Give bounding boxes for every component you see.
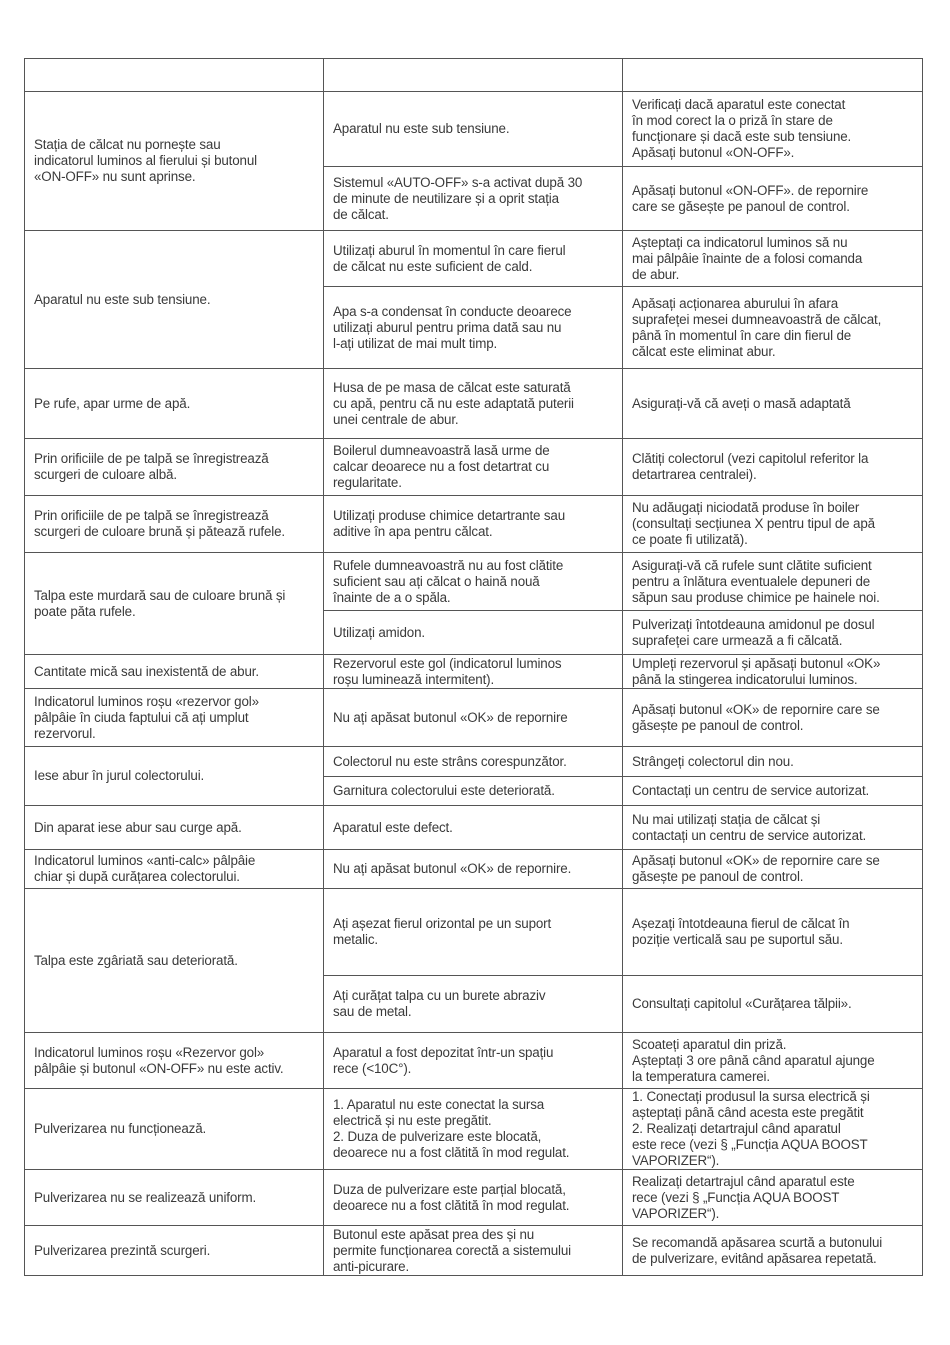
cause-cell	[324, 747, 623, 777]
solution-text: Clătiți colectorul (vezi capitolul referitor la detartrarea centralei).	[632, 451, 869, 482]
cause-cell	[324, 496, 623, 553]
solution-cell	[623, 1226, 923, 1276]
solution-text: Consultați capitolul «Curățarea tălpii».	[632, 996, 852, 1011]
table-body	[25, 59, 923, 1276]
cause-text: Butonul este apăsat prea des și nu permite funcționarea corectă a sistemului anti-picurare.	[333, 1226, 571, 1274]
cause-text: 1. Aparatul nu este conectat la sursa electrică și nu este pregătit. 2. Duza de pulverizare este blocată, deoarece nu a fost clătită în mod regulat.	[333, 1097, 570, 1160]
table-row	[25, 850, 923, 889]
problem-cell	[25, 439, 324, 496]
cause-text: Boilerul dumneavoastră lasă urme de calcar deoarece nu a fost detartrat cu regularitate.	[333, 443, 550, 490]
solution-cell	[623, 1033, 923, 1089]
problem-text: Pulverizarea nu se realizează uniform.	[34, 1189, 257, 1205]
problem-text: Talpa este murdară sau de culoare brună și poate păta rufele.	[34, 587, 286, 619]
cause-cell	[324, 1226, 623, 1276]
table-row	[25, 439, 923, 496]
solution-cell	[623, 777, 923, 806]
problem-text: Pulverizarea nu funcționează.	[34, 1121, 207, 1136]
solution-cell	[623, 611, 923, 655]
cause-cell	[324, 1033, 623, 1089]
problem-text: Cantitate mică sau inexistentă de abur.	[34, 663, 259, 679]
problem-text: Indicatorul luminos roșu «rezervor gol» pâlpâie în ciuda faptului că ați umplut rezervorul.	[34, 693, 259, 741]
cause-cell	[324, 655, 623, 689]
cause-text: Utilizați aburul în momentul în care fierul de călcat nu este suficient de cald.	[333, 242, 566, 274]
table-row	[25, 889, 923, 976]
solution-text: Asigurați-vă că rufele sunt clătite suficient pentru a înlătura eventualele depuneri de săpun sau produse chimice pe hainele noi.	[632, 557, 880, 605]
problem-text: Talpa este zgâriată sau deteriorată.	[34, 952, 238, 968]
problem-text: Pulverizarea prezintă scurgeri.	[34, 1242, 211, 1258]
problem-cell	[25, 806, 324, 850]
cause-text: Aparatul nu este sub tensiune.	[333, 121, 510, 136]
solution-cell	[623, 1170, 923, 1226]
solution-text: Contactați un centru de service autorizat.	[632, 783, 870, 798]
solution-text: Se recomandă apăsarea scurtă a butonului de pulverizare, evitând apăsarea repetată.	[632, 1234, 883, 1266]
problem-text: Pe rufe, apar urme de apă.	[34, 395, 191, 411]
table-row	[25, 92, 923, 167]
solution-cell	[623, 369, 923, 439]
header-cell-solution	[623, 59, 923, 92]
header-cell-cause	[324, 59, 623, 92]
problem-cell	[25, 689, 324, 747]
problem-cell	[25, 1226, 324, 1276]
cause-text: Nu ați apăsat butonul «OK» de repornire	[333, 709, 568, 725]
solution-cell	[623, 747, 923, 777]
solution-text: Apăsați butonul «OK» de repornire care se găsește pe panoul de control.	[632, 701, 880, 733]
table-row	[25, 369, 923, 439]
problem-cell	[25, 1033, 324, 1089]
solution-text: Așezați întotdeauna fierul de călcat în poziție verticală sau pe suportul său.	[632, 916, 850, 947]
cause-text: Nu ați apăsat butonul «OK» de repornire.	[333, 861, 572, 876]
cause-cell	[324, 1089, 623, 1170]
solution-cell	[623, 553, 923, 611]
solution-cell	[623, 806, 923, 850]
cause-cell	[324, 1170, 623, 1226]
solution-cell	[623, 1089, 923, 1170]
table-row	[25, 689, 923, 747]
cause-cell	[324, 889, 623, 976]
problem-cell	[25, 850, 324, 889]
problem-cell	[25, 889, 324, 1033]
cause-cell	[324, 689, 623, 747]
solution-text: 1. Conectați produsul la sursa electrică și așteptați până când acesta este pregătit 2. Realizați detartrajul când aparatul este rece (vezi § „Funcția AQUA BOOST VAPORIZER“).	[632, 1089, 870, 1168]
cause-cell	[324, 167, 623, 231]
cause-text: Husa de pe masa de călcat este saturată cu apă, pentru că nu este adaptată puterii unei centrale de abur.	[333, 379, 574, 427]
cause-cell	[324, 850, 623, 889]
header-cell-problem	[25, 59, 324, 92]
cause-cell	[324, 92, 623, 167]
table-row	[25, 553, 923, 611]
solution-cell	[623, 439, 923, 496]
solution-text: Verificați dacă aparatul este conectat în mod corect la o priză în stare de funcționare și dacă este sub tensiune. Apăsați butonul «ON-OFF».	[632, 97, 852, 160]
troubleshooting-table	[24, 58, 923, 1276]
problem-text: Prin orificiile de pe talpă se înregistrează scurgeri de culoare brună și pătează rufele.	[34, 508, 285, 539]
table-row	[25, 1089, 923, 1170]
cause-text: Duza de pulverizare este parțial blocată, deoarece nu a fost clătită în mod regulat.	[333, 1181, 570, 1213]
problem-text: Aparatul nu este sub tensiune.	[34, 291, 211, 307]
problem-text: Stația de călcat nu pornește sau indicatorul luminos al fierului și butonul «ON-OFF» nu sunt aprinse.	[34, 137, 257, 184]
cause-cell	[324, 231, 623, 287]
problem-text: Iese abur în jurul colectorului.	[34, 768, 205, 783]
solution-cell	[623, 889, 923, 976]
cause-text: Aparatul a fost depozitat într-un spațiu rece (<10C°).	[333, 1044, 554, 1076]
table-row	[25, 496, 923, 553]
cause-text: Utilizați produse chimice detartrante sau aditive în apa pentru călcat.	[333, 508, 566, 539]
solution-cell	[623, 231, 923, 287]
cause-text: Rezervorul este gol (indicatorul luminos roșu luminează intermitent).	[333, 655, 562, 687]
problem-text: Din aparat iese abur sau curge apă.	[34, 819, 242, 835]
solution-text: Apăsați acționarea aburului în afara suprafeței mesei dumneavoastră de călcat, până în momentul în care din fierul de călcat este eliminat abur.	[632, 295, 882, 359]
table-row	[25, 1226, 923, 1276]
cause-text: Apa s-a condensat în conducte deoarece utilizați aburul pentru prima dată sau nu l-ați utilizat de mai mult timp.	[333, 303, 572, 351]
cause-cell	[324, 553, 623, 611]
problem-text: Prin orificiile de pe talpă se înregistrează scurgeri de culoare albă.	[34, 451, 269, 482]
solution-text: Apăsați butonul «OK» de repornire care se găsește pe panoul de control.	[632, 853, 880, 884]
cause-cell	[324, 439, 623, 496]
solution-cell	[623, 689, 923, 747]
solution-text: Pulverizați întotdeauna amidonul pe dosul suprafeței care urmează a fi călcată.	[632, 616, 875, 648]
table-row	[25, 1033, 923, 1089]
solution-text: Nu adăugați niciodată produse în boiler (consultați secțiunea X pentru tipul de apă ce poate fi utilizată).	[632, 500, 875, 547]
cause-cell	[324, 611, 623, 655]
problem-text: Indicatorul luminos roșu «Rezervor gol» pâlpâie și butonul «ON-OFF» nu este activ.	[34, 1044, 284, 1076]
cause-cell	[324, 976, 623, 1033]
cause-cell	[324, 287, 623, 369]
solution-cell	[623, 655, 923, 689]
table-row	[25, 231, 923, 287]
problem-cell	[25, 1089, 324, 1170]
cause-cell	[324, 369, 623, 439]
solution-text: Strângeți colectorul din nou.	[632, 753, 794, 769]
problem-cell	[25, 553, 324, 655]
problem-cell	[25, 92, 324, 231]
problem-cell	[25, 496, 324, 553]
solution-text: Scoateți aparatul din priză. Așteptați 3 ore până când aparatul ajunge la temperatura camerei.	[632, 1036, 875, 1084]
solution-cell	[623, 850, 923, 889]
cause-text: Colectorul nu este strâns corespunzător.	[333, 753, 567, 769]
cause-text: Ați curățat talpa cu un burete abraziv sau de metal.	[333, 988, 546, 1019]
cause-text: Sistemul «AUTO-OFF» s-a activat după 30 de minute de neutilizare și a oprit stația de călcat.	[333, 174, 583, 222]
cause-text: Rufele dumneavoastră nu au fost clătite suficient sau ați călcat o haină nouă înainte de a o spăla.	[333, 557, 564, 605]
solution-text: Umpleți rezervorul și apăsați butonul «OK» până la stingerea indicatorului luminos.	[632, 655, 881, 687]
table-row	[25, 655, 923, 689]
solution-text: Nu mai utilizați stația de călcat și contactați un centru de service autorizat.	[632, 811, 867, 843]
problem-text: Indicatorul luminos «anti-calc» pâlpâie chiar și după curățarea colectorului.	[34, 853, 256, 884]
cause-cell	[324, 806, 623, 850]
cause-text: Aparatul este defect.	[333, 819, 453, 835]
table-row	[25, 806, 923, 850]
solution-text: Așteptați ca indicatorul luminos să nu mai pâlpâie înainte de a folosi comanda de abur.	[632, 234, 863, 282]
solution-cell	[623, 976, 923, 1033]
problem-cell	[25, 231, 324, 369]
header-row	[25, 59, 923, 92]
solution-text: Realizați detartrajul când aparatul este rece (vezi § „Funcția AQUA BOOST VAPORIZER“).	[632, 1173, 855, 1221]
problem-cell	[25, 1170, 324, 1226]
cause-cell	[324, 777, 623, 806]
problem-cell	[25, 747, 324, 806]
table-row	[25, 1170, 923, 1226]
problem-cell	[25, 369, 324, 439]
solution-cell	[623, 496, 923, 553]
cause-text: Ați așezat fierul orizontal pe un suport metalic.	[333, 916, 552, 947]
cause-text: Garnitura colectorului este deteriorată.	[333, 783, 555, 798]
solution-cell	[623, 167, 923, 231]
table-row	[25, 747, 923, 777]
solution-text: Apăsați butonul «ON-OFF». de repornire care se găsește pe panoul de control.	[632, 182, 869, 214]
solution-cell	[623, 287, 923, 369]
cause-text: Utilizați amidon.	[333, 624, 425, 640]
solution-text: Asigurați-vă că aveți o masă adaptată	[632, 395, 851, 411]
problem-cell	[25, 655, 324, 689]
solution-cell	[623, 92, 923, 167]
